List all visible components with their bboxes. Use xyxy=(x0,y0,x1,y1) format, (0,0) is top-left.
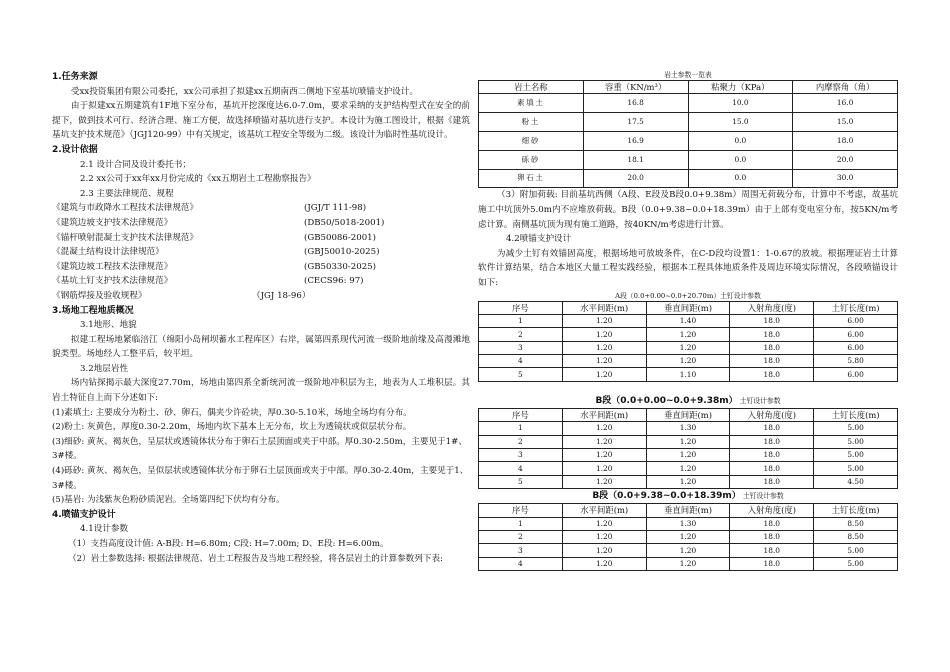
standard-row xyxy=(52,260,470,275)
table-cell: 1 xyxy=(479,422,563,435)
standard-row xyxy=(52,231,470,246)
table-cell: 5.00 xyxy=(814,544,898,557)
table-cell: 1.20 xyxy=(562,355,646,368)
table-cell: 5.80 xyxy=(814,355,898,368)
design-basis-item: 2.1 设计合同及设计委托书； xyxy=(80,159,191,170)
table-cell: 20.0 xyxy=(583,169,688,188)
table-cell: 1.20 xyxy=(562,531,646,544)
standard-name: 《基坑土钉支护技术法律规范》 xyxy=(52,276,173,287)
table-cell: 6.00 xyxy=(814,314,898,327)
table-cell: 18.0 xyxy=(730,544,814,557)
anchor-design-para: 为减少土钉有效锚固高度，根据场地可放坡条件，在C-D段均设置1：1-0.67的放坡。根据理证岩土计算软件计算结果，结合本地区大量工程实践经验，根据本工程具体地质条件及周边环境实际情况，各段喷锚设计如下: xyxy=(478,248,898,288)
table-cell: 1.20 xyxy=(646,355,730,368)
table-row xyxy=(479,169,898,188)
table-cell: 1.20 xyxy=(562,462,646,475)
table-cell: 18.0 xyxy=(730,341,814,354)
section-b2-nail-table xyxy=(478,503,898,571)
table-header-cell: 水平间距(m) xyxy=(562,301,646,314)
table-cell: 17.5 xyxy=(583,113,688,132)
table-header-cell: 序号 xyxy=(479,301,563,314)
table-b-caption-main: B段（0.0+0.00~0.0+9.38m） xyxy=(595,395,738,406)
table-header-cell: 垂直间距(m) xyxy=(646,504,730,517)
table-cell: 18.0 xyxy=(730,314,814,327)
table-b2-caption-tail: 土钉设计参数 xyxy=(742,492,784,501)
standard-code: (JGJ/T 111-98) xyxy=(304,203,367,214)
table-cell: 1.20 xyxy=(562,544,646,557)
table-cell: 1 xyxy=(479,314,563,327)
standard-name: 《钢筋焊接及验收规程》 xyxy=(52,290,147,301)
table-cell: 18.0 xyxy=(730,531,814,544)
table-cell: 细砂 xyxy=(479,131,584,150)
table-header-cell: 入射角度(度) xyxy=(730,301,814,314)
table-cell: 1.20 xyxy=(562,368,646,381)
table-b2-caption xyxy=(478,489,898,503)
table-cell: 16.8 xyxy=(583,94,688,113)
table-cell: 6.00 xyxy=(814,341,898,354)
table-row xyxy=(479,131,898,150)
standard-row xyxy=(52,245,470,260)
table-cell: 18.0 xyxy=(730,449,814,462)
table-row xyxy=(479,422,898,435)
table-cell: 15.0 xyxy=(793,113,898,132)
table-cell: 18.1 xyxy=(583,150,688,169)
table-cell: 1.20 xyxy=(646,557,730,570)
table-cell: 1.20 xyxy=(646,328,730,341)
table-a-caption: A段（0.0+0.00~0.0+20.70m）土钉设计参数 xyxy=(615,291,761,300)
table-row xyxy=(479,449,898,462)
layer-item: (5)基岩: 为浅紫灰色粉砂质泥岩。全场第四纪下伏均有分布。 xyxy=(52,495,285,506)
table-cell: 1.20 xyxy=(646,341,730,354)
standard-row xyxy=(52,274,470,289)
table-header-cell: 垂直间距(m) xyxy=(646,408,730,421)
section-3-para-1: 拟建工程场地紧临涪江（绵阳小岛闸坝蓄水工程库区）右岸，属第四系现代河流一级阶地前缘及高漫滩地貌类型。场地经人工整平后，较平坦。 xyxy=(52,334,470,360)
standard-code: (CECS96: 97) xyxy=(304,276,364,287)
table-header-cell: 内摩察角（角） xyxy=(793,81,898,94)
table-cell: 2 xyxy=(479,328,563,341)
table-cell: 3 xyxy=(479,341,563,354)
standard-row xyxy=(52,289,470,304)
section-4-para-1: （1）支挡高度设计值: A-B段: H=6.80m; C段: H=7.00m; D、E段: H=6.00m。 xyxy=(68,539,389,549)
table-cell: 18.0 xyxy=(730,355,814,368)
section-3-title: 3.场地工程地质概况 xyxy=(52,305,134,316)
table-cell: 1.20 xyxy=(646,531,730,544)
table-cell: 粉土 xyxy=(479,113,584,132)
layer-item: (4)砾砂: 黄灰、褐灰色，呈似层状或透镜体状分布于卵石土层顶面或夹于中部。厚0.30-2.40m，主要见于1、3#楼。 xyxy=(52,466,469,491)
table-header-cell: 土钉长度(m) xyxy=(814,504,898,517)
table-cell: 砾砂 xyxy=(479,150,584,169)
table-cell: 1.20 xyxy=(646,544,730,557)
table-cell: 0.0 xyxy=(688,131,793,150)
table-row xyxy=(479,517,898,530)
table-cell: 2 xyxy=(479,531,563,544)
table-cell: 素填土 xyxy=(479,94,584,113)
table-row xyxy=(479,341,898,354)
table-cell: 18.0 xyxy=(730,557,814,570)
table-cell: 8.50 xyxy=(814,517,898,530)
table-cell: 5 xyxy=(479,368,563,381)
table-row xyxy=(479,355,898,368)
table-cell: 4 xyxy=(479,355,563,368)
table-cell: 1.30 xyxy=(646,517,730,530)
section-4-para-2: （2）岩土参数选择: 根据法律规范、岩土工程报告及当地工程经验，将各层岩土的计算参数列下表: xyxy=(68,553,443,564)
layer-item: (1)素填土: 主要成分为粉土、砂、卵石，偶夹少许砼块，厚0.30-5.10米，场地全场均有分布。 xyxy=(52,407,412,418)
table-cell: 5.00 xyxy=(814,462,898,475)
standard-code: (GB50086-2001) xyxy=(304,232,376,243)
subsection-title: 4.2喷锚支护设计 xyxy=(506,234,572,245)
design-basis-item: 2.3 主要法律规范、规程 xyxy=(80,188,174,199)
table-header-cell: 粘聚力（KPa） xyxy=(688,81,793,94)
layer-item: (2)粉土: 灰黄色，厚度0.30-2.20m，场地内坎下基本上无分布，坎上为透镜状或似层状分布。 xyxy=(52,422,412,433)
table-header-cell: 序号 xyxy=(479,504,563,517)
table-cell: 18.0 xyxy=(730,422,814,435)
table-cell: 10.0 xyxy=(688,94,793,113)
table-cell: 15.0 xyxy=(688,113,793,132)
table-cell: 4 xyxy=(479,462,563,475)
standard-row xyxy=(52,216,470,231)
table-cell: 0.0 xyxy=(688,150,793,169)
design-basis-item: 2.2 xx公司于xx年xx月份完成的《xx五期岩土工程勘察报告》 xyxy=(80,174,316,185)
standard-code: (DB50/5018-2001) xyxy=(304,217,385,228)
section-2-title: 2.设计依据 xyxy=(52,144,98,155)
subsection-title: 3.2地层岩性 xyxy=(80,363,129,374)
table-cell: 8.50 xyxy=(814,531,898,544)
table-cell: 4 xyxy=(479,557,563,570)
table-cell: 1 xyxy=(479,517,563,530)
section-1-title: 1.任务来源 xyxy=(52,72,98,82)
table-header-cell: 入射角度(度) xyxy=(730,408,814,421)
standard-code: (GB50330-2025) xyxy=(304,261,376,272)
section-a-nail-table xyxy=(478,301,898,382)
table-header-row xyxy=(479,301,898,314)
table-cell: 18.0 xyxy=(730,435,814,448)
table-header-cell: 水平间距(m) xyxy=(562,504,646,517)
table-header-cell: 水平间距(m) xyxy=(562,408,646,421)
table-header-cell: 土钉长度(m) xyxy=(814,408,898,421)
section-4-title: 4.喷锚支护设计 xyxy=(52,509,116,520)
table-row xyxy=(479,475,898,488)
table-cell: 4.50 xyxy=(814,475,898,488)
section-3-para-2: 场内钻探揭示最大深度27.70m，场地由第四系全新统河流一级阶地冲积层为主，地表为人工堆积层。其岩土特征自上而下分述如下: xyxy=(52,378,470,404)
section-1-para-2: 由于拟建xx五期建筑有1F地下室分布，基坑开挖深度达6.0-7.0m，要求采纳的支护结构型式在安全的前提下，做到技术可行、经济合理、施工方便，故选择喷锚对基坑进行支护。本设计为施工图设计，根据《建筑基坑支护技术规范》（JGJ120-99）中有关规定，该基坑工程安全等级为二级。该设计为临时性基坑设计。 xyxy=(52,101,470,141)
standard-code: (GBJ50010-2025) xyxy=(304,247,380,258)
table-cell: 1.20 xyxy=(562,557,646,570)
table-header-row xyxy=(479,81,898,94)
table-cell: 1.20 xyxy=(562,475,646,488)
table-cell: 6.00 xyxy=(814,328,898,341)
table-cell: 3 xyxy=(479,449,563,462)
table-row xyxy=(479,531,898,544)
table-row xyxy=(479,113,898,132)
table-cell: 18.0 xyxy=(730,368,814,381)
table-cell: 18.0 xyxy=(730,517,814,530)
table-header-cell: 土钉长度(m) xyxy=(814,301,898,314)
table-header-row xyxy=(479,408,898,421)
table-cell: 1.20 xyxy=(562,435,646,448)
layer-item: (3)细砂: 黄灰、褐灰色，呈层状或透镜体状分布于卵石土层顶面或夹于中部。厚0.30-2.50m，主要见于1#、3#楼。 xyxy=(52,436,467,462)
table-cell: 1.20 xyxy=(646,475,730,488)
table-cell: 1.20 xyxy=(562,341,646,354)
table-header-cell: 岩土名称 xyxy=(479,81,584,94)
standard-name: 《混凝土结构设计法律规范》 xyxy=(52,247,164,258)
table-cell: 1.20 xyxy=(562,449,646,462)
table-row xyxy=(479,314,898,327)
table-cell: 1.10 xyxy=(646,368,730,381)
subsection-title: 3.1地形、地貌 xyxy=(80,320,137,331)
table-header-cell: 容重（KN/m³） xyxy=(583,81,688,94)
table-cell: 1.30 xyxy=(646,422,730,435)
table-cell: 1.40 xyxy=(646,314,730,327)
table-cell: 18.0 xyxy=(730,475,814,488)
table-cell: 5.00 xyxy=(814,422,898,435)
table-row xyxy=(479,462,898,475)
table-cell: 6.00 xyxy=(814,368,898,381)
table-cell: 30.0 xyxy=(793,169,898,188)
table-header-cell: 序号 xyxy=(479,408,563,421)
table-header-cell: 入射角度(度) xyxy=(730,504,814,517)
table-header-row xyxy=(479,504,898,517)
table-cell: 0.0 xyxy=(688,169,793,188)
table-cell: 1.20 xyxy=(562,422,646,435)
table-row xyxy=(479,544,898,557)
table-row xyxy=(479,150,898,169)
table-cell: 16.9 xyxy=(583,131,688,150)
table-cell: 5.00 xyxy=(814,435,898,448)
table-cell: 1.20 xyxy=(646,449,730,462)
table-cell: 1.20 xyxy=(562,328,646,341)
standard-name: 《锚杆喷射混凝土支护技术法律规范》 xyxy=(52,232,199,243)
table-b-caption-tail: 土钉设计参数 xyxy=(739,396,781,405)
right-column xyxy=(478,70,898,571)
standard-name: 《建筑边坡支护技术法律规范》 xyxy=(52,217,173,228)
soil-table-caption: 岩土参数一览表 xyxy=(664,71,712,79)
table-b-caption xyxy=(478,394,898,408)
standard-name: 《建筑与市政降水工程技术法律规范》 xyxy=(52,203,199,214)
left-column xyxy=(52,70,470,566)
table-cell: 18.0 xyxy=(793,131,898,150)
table-cell: 18.0 xyxy=(730,328,814,341)
standard-name: 《建筑边坡工程技术法律规范》 xyxy=(52,261,173,272)
table-cell: 1.20 xyxy=(562,314,646,327)
table-cell: 卵石土 xyxy=(479,169,584,188)
table-row xyxy=(479,557,898,570)
soil-parameter-table xyxy=(478,80,898,188)
table-cell: 1.20 xyxy=(646,462,730,475)
table-cell: 16.0 xyxy=(793,94,898,113)
table-row xyxy=(479,328,898,341)
table-cell: 20.0 xyxy=(793,150,898,169)
table-row xyxy=(479,94,898,113)
standard-row xyxy=(52,201,470,216)
table-cell: 5.00 xyxy=(814,449,898,462)
table-header-cell: 垂直间距(m) xyxy=(646,301,730,314)
table-cell: 18.0 xyxy=(730,462,814,475)
table-row xyxy=(479,435,898,448)
table-cell: 1.20 xyxy=(646,435,730,448)
section-1-para-1: 受xx投资集团有限公司委托，xx公司承担了拟建xx五期南西二侧地下室基坑喷锚支护设计。 xyxy=(70,86,418,97)
table-row xyxy=(479,368,898,381)
table-b2-caption-main: B段（0.0+9.38~0.0+18.39m） xyxy=(592,491,741,502)
section-b-nail-table xyxy=(478,408,898,489)
table-cell: 5.00 xyxy=(814,557,898,570)
standard-code: （JGJ 18-96） xyxy=(252,290,311,301)
table-cell: 3 xyxy=(479,544,563,557)
subsection-title: 4.1设计参数 xyxy=(80,524,129,535)
additional-load-para: （3）附加荷载: 目前基坑西侧（A段、E段及B段0.0+9.38m）周围无荷载分布，计算中不考虑，故基坑施工中坑顶外5.0m内不应堆放荷载。B段（0.0+9.38~0.0+18.39m）由于上部有变电室分布，按5KN/m考虑计算。南侧基坑顶为现有施工道路，按40KN/m考虑进行计算。 xyxy=(478,190,898,230)
table-cell: 1.20 xyxy=(562,517,646,530)
table-cell: 2 xyxy=(479,435,563,448)
table-cell: 5 xyxy=(479,475,563,488)
